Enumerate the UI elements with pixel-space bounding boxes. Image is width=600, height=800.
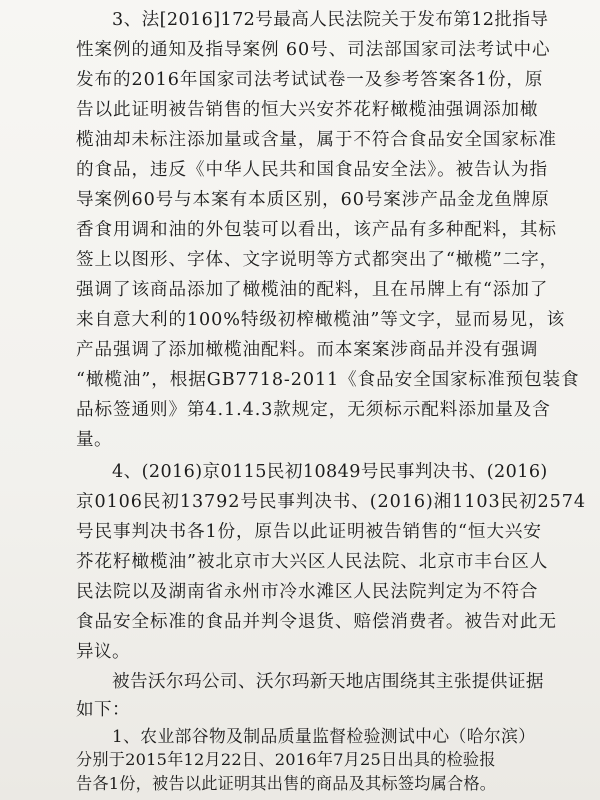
paragraph-1-line-8: 香食用调和油的外包装可以看出，该产品有多种配料，其标 <box>76 220 557 240</box>
paragraph-1-line-13: “橄榄油”，根据GB7718-2011《食品安全国家标准预包装食 <box>76 370 580 390</box>
paragraph-2-line-1: 4、(2016)京0115民初10849号民事判决书、(2016) <box>112 462 548 482</box>
paragraph-1-line-11: 来自意大利的100%特级初榨橄榄油”等文字，显而易见，该 <box>76 310 566 330</box>
paragraph-1-line-7: 导案例60号与本案有本质区别，60号案涉产品金龙鱼牌原 <box>76 190 550 210</box>
paragraph-2-line-6: 食品安全标准的食品并判令退货、赔偿消费者。被告对此无 <box>76 612 557 632</box>
paragraph-1-line-14: 品标签通则》第4.1.4.3款规定，无须标示配料添加量及含 <box>76 400 551 420</box>
paragraph-2-line-4: 芥花籽橄榄油”被北京市大兴区人民法院、北京市丰台区人 <box>76 552 549 572</box>
paragraph-1-line-4: 告以此证明被告销售的恒大兴安芥花籽橄榄油强调添加橄 <box>76 100 539 120</box>
paragraph-1-line-5: 榄油却未标注添加量或含量，属于不符合食品安全国家标准 <box>76 130 557 150</box>
paragraph-2-line-5: 民法院以及湖南省永州市冷水滩区人民法院判定为不符合 <box>76 582 539 602</box>
paragraph-1-line-9: 签上以图形、字体、文字说明等方式都突出了“橄榄”二字， <box>76 250 559 270</box>
paragraph-4-line-2: 分别于2015年12月22日、2016年7月25日出具的检验报 <box>76 750 496 769</box>
paragraph-1-line-6: 的食品，违反《中华人民共和国食品安全法》。被告认为指 <box>76 160 549 180</box>
paragraph-4-line-1: 1、农业部谷物及制品质量监督检验测试中心（哈尔滨） <box>112 726 536 746</box>
paragraph-4-line-3: 告各1份，被告以此证明其出售的商品及其标签均属合格。 <box>76 774 497 793</box>
paragraph-2-line-2: 京0106民初13792号民事判决书、(2016)湘1103民初2574 <box>76 492 586 512</box>
paragraph-3-line-1: 被告沃尔玛公司、沃尔玛新天地店围绕其主张提供证据 <box>112 672 544 692</box>
paragraph-1-line-12: 产品强调了添加橄榄油配料。而本案案涉商品并没有强调 <box>76 340 539 360</box>
paragraph-1-line-10: 强调了该商品添加了橄榄油的配料，且在吊牌上有“添加了 <box>76 280 549 300</box>
paragraph-2-line-3: 号民事判决书各1份，原告以此证明被告销售的“恒大兴安 <box>76 522 542 542</box>
paragraph-3-line-2: 如下： <box>76 700 130 720</box>
paragraph-1-line-15: 量。 <box>76 430 112 450</box>
paragraph-1-line-1: 3、法[2016]172号最高人民法院关于发布第12批指导 <box>112 10 549 30</box>
paragraph-2-line-7: 异议。 <box>76 642 130 662</box>
paragraph-1-line-3: 发布的2016年国家司法考试试卷一及参考答案各1份，原 <box>76 70 544 90</box>
paragraph-1-line-2: 性案例的通知及指导案例 60号、司法部国家司法考试中心 <box>76 40 551 60</box>
